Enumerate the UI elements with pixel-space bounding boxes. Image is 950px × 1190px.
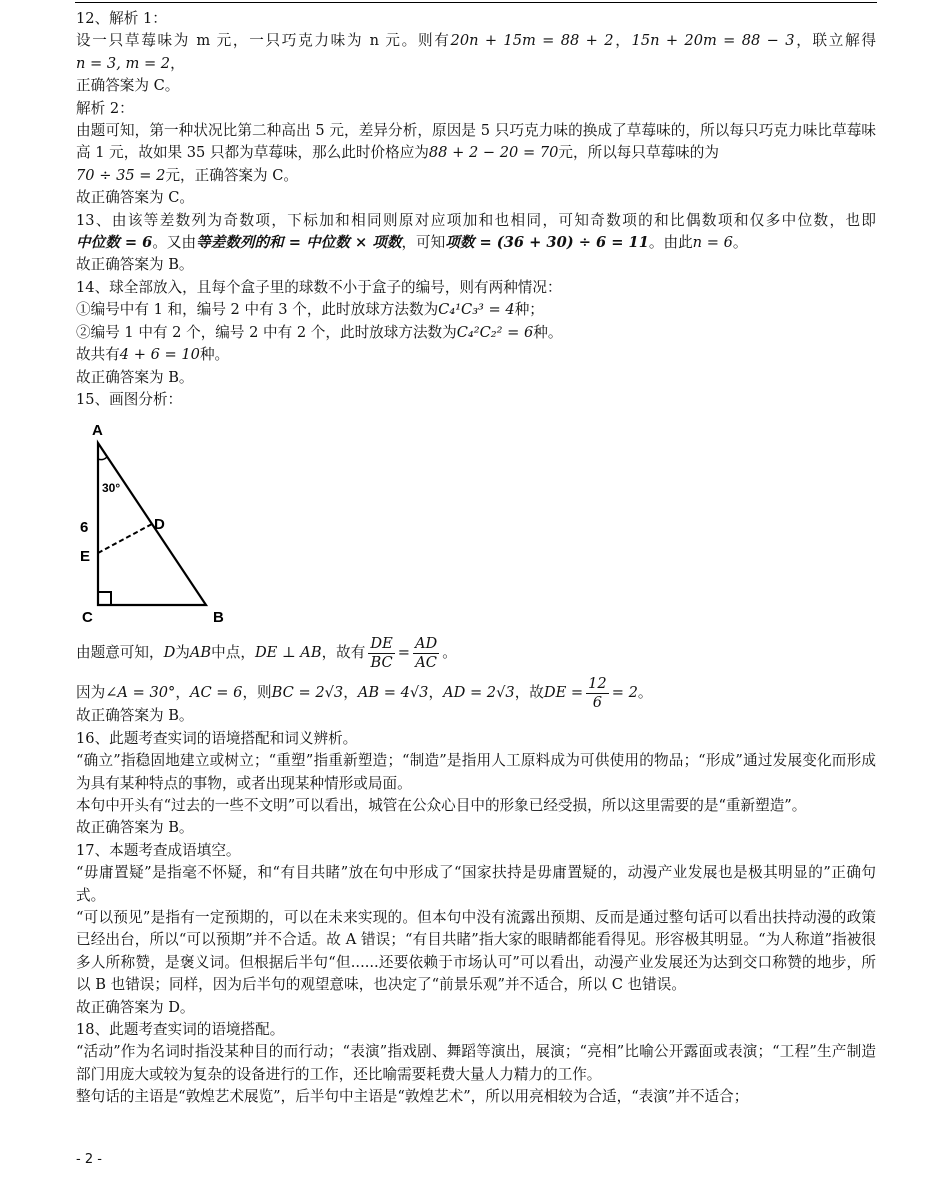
- segment-de: [98, 524, 152, 553]
- label-angle: 30°: [102, 481, 121, 496]
- header-rule: [75, 2, 877, 3]
- label-side-6: 6: [80, 519, 89, 537]
- q12-para-3: 由题可知，第一种状况比第二种高出 5 元，差异分析，原因是 5 只巧克力味的换成了草莓味的，所以每只巧克力味比草莓味高 1 元，故如果 35 只都为草莓味，那么此时价格应为88 + 2 − 20 = 70元，所以每只草莓味的为: [76, 122, 876, 162]
- q12-heading-2: 解析 2：: [76, 99, 134, 117]
- q15-line-1: 由题意可知，D为AB中点，DE ⊥ AB，故有 $\frac{DE}{BC}$ = $\frac{AD}{AC}$ 。: [76, 634, 457, 671]
- page-number: - 2 -: [76, 1152, 102, 1167]
- q12-solution: n = 3, m = 2: [76, 54, 171, 72]
- q12-para-1: 设一只草莓味为 m 元，一只巧克力味为 n 元。则有20n + 15m = 88 + 2，15n + 20m = 88 − 3，联立解得n = 3, m = 2，: [76, 32, 876, 72]
- angle-arc: [98, 457, 107, 460]
- q17-para-2: “毋庸置疑”是指毫不怀疑，和“有目共睹”放在句中形成了“国家扶持是毋庸置疑的，动漫产业发展也是极其明显的”正确句式。: [76, 864, 876, 904]
- label-e: E: [80, 548, 91, 566]
- q15-perp: DE ⊥ AB: [254, 644, 322, 662]
- q12-answer: 故正确答案为 C。: [76, 189, 194, 207]
- q12-equation-2: 15n + 20m = 88 − 3: [631, 32, 795, 50]
- q13-answer: 故正确答案为 B。: [76, 256, 194, 274]
- q14-para-1: 14、球全部放入，且每个盒子里的球数不小于盒子的编号，则有两种情况：: [76, 278, 562, 296]
- q14-case-2: ②编号 1 中有 2 个，编号 2 中有 2 个，此时放球方法数为C₄²C₂² = 6种。: [76, 323, 563, 341]
- label-b: B: [213, 609, 224, 626]
- q18-para-2: “活动”作为名词时指没某种目的而行动；“表演”指戏剧、舞蹈等演出，展演；“亮相”比喻公开露面或表演；“工程”生产制造部门用庞大或较为复杂的设备进行的工作，还比喻需要耗费大量人力精力的工作。: [76, 1043, 876, 1083]
- document-body: [76, 8, 876, 1109]
- q13-para-1: 13、由该等差数列为奇数项，下标加和相同则原对应项加和也相同，可知奇数项的和比偶数项和仅多中位数，也即中位数 = 6。又由等差数列的和 = 中位数 × 项数，可知项数 = (36 + 30) ÷ 6 = 11。由此n = 6。: [76, 211, 876, 252]
- q16-para-3: 本句中开头有“过去的一些不文明”可以看出，城管在公众心目中的形象已经受损，所以这里需要的是“重新塑造”。: [76, 796, 807, 814]
- q14-answer: 故正确答案为 B。: [76, 368, 194, 386]
- q13-equation-3: 项数 = (36 + 30) ÷ 6 = 11: [445, 234, 649, 252]
- q12-equation-3: 88 + 2 − 20 = 70: [428, 144, 559, 162]
- label-c: C: [82, 609, 93, 626]
- q12-equation-4: 70 ÷ 35 = 2: [76, 166, 166, 184]
- q18-para-1: 18、此题考查实词的语境搭配。: [76, 1021, 285, 1038]
- q14-equation-2: C₄²C₂² = 6: [456, 323, 534, 341]
- q16-answer: 故正确答案为 B。: [76, 819, 194, 837]
- triangle-diagram: [76, 415, 256, 625]
- q16-para-1: 16、此题考查实词的语境搭配和词义辨析。: [76, 729, 358, 747]
- q12-para-4: 70 ÷ 35 = 2元，正确答案为 C。: [76, 166, 298, 184]
- fraction-de-bc: $\frac{DE}{BC}$: [370, 634, 393, 671]
- q13-equation-4: n = 6: [692, 234, 733, 252]
- q13-equation-2: 等差数列的和 = 中位数 × 项数: [196, 234, 402, 252]
- q15-line-2: 因为∠A = 30°，AC = 6，则BC = 2√3，AB = 4√3，AD = 2√3，故DE = $\frac{12}{6}$ = 2。: [76, 674, 653, 711]
- q14-equation-1: C₄¹C₃³ = 4: [438, 301, 515, 319]
- q12-heading: 12、解析 1：: [76, 10, 167, 27]
- label-d: D: [154, 516, 165, 534]
- q14-total: 故共有4 + 6 = 10种。: [76, 346, 230, 364]
- q16-para-2: “确立”指稳固地建立或树立；“重塑”指重新塑造；“制造”是指用人工原料成为可供使用的物品；“形成”通过发展变化而形成为具有某种特点的事物，或者出现某种情形或局面。: [76, 752, 876, 792]
- q17-answer: 故正确答案为 D。: [76, 998, 195, 1016]
- triangle-figure: [76, 415, 256, 625]
- q15-answer: 故正确答案为 B。: [76, 707, 194, 725]
- fraction-ad-ac: $\frac{AD}{AC}$: [414, 634, 438, 671]
- right-angle-mark: [98, 592, 111, 605]
- q17-para-3: “可以预见”是指有一定预期的，可以在未来实现的。但本句中没有流露出预期、反而是通过整句话可以看出扶持动漫的政策已经出台，所以“可以预期”并不合适。故 A 错误；“有目共睹”指大家的眼睛都能看得见。形容极其明显。“为人称道”指被很多人所称赞，是褒义词。但根据后半句“但......还要依赖于市场认可”可以看出，动漫产业发展还为达到交口称赞的地步，所以 B 也错误；同样，因为后半句的观望意味，也决定了“前景乐观”并不适合，所以 C 也错误。: [76, 908, 876, 994]
- label-a: A: [92, 422, 103, 440]
- q14-equation-3: 4 + 6 = 10: [119, 346, 200, 364]
- q12-equation-1: 20n + 15m = 88 + 2: [450, 32, 614, 50]
- q18-para-3: 整句话的主语是“敦煌艺术展览”，后半句中主语是“敦煌艺术”，所以用亮相较为合适，“表演”并不适合；: [76, 1088, 749, 1106]
- q17-para-1: 17、本题考查成语填空。: [76, 841, 241, 859]
- q13-equation-1: 中位数 = 6: [76, 234, 153, 252]
- q14-case-1: ①编号中有 1 和，编号 2 中有 3 个，此时放球方法数为C₄¹C₃³ = 4种；: [76, 301, 544, 319]
- q12-para-2: 正确答案为 C。: [76, 77, 180, 95]
- q15-para-1: 15、画图分析：: [76, 390, 183, 408]
- fraction-12-6: $\frac{12}{6}$: [588, 674, 607, 711]
